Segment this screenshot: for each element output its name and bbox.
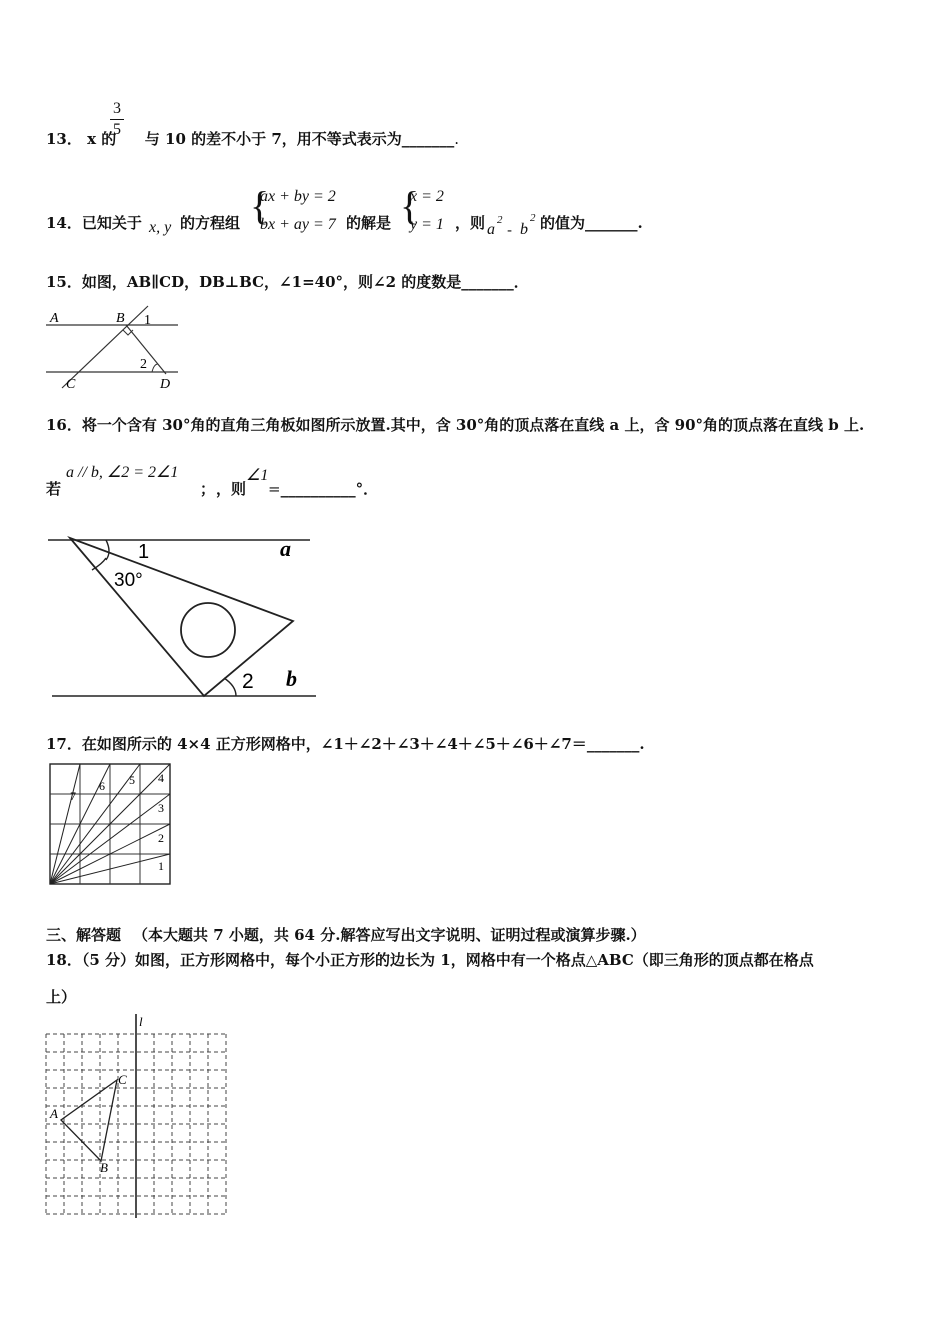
question-15 [46, 271, 529, 292]
q13-x: x [87, 130, 97, 148]
q15-figure [44, 304, 194, 394]
q15-text: 如图，AB∥CD，DB⊥BC，∠1=40°，则∠2 的度数是 [81, 273, 462, 291]
q16-figure [46, 528, 326, 708]
q18-label-a: A [50, 1106, 58, 1121]
q18-triangle-abc [61, 1080, 117, 1161]
q15-blank: _______ [461, 273, 514, 291]
q15-line-bc [62, 306, 148, 388]
q14-mid: 的方程组 [180, 214, 241, 232]
q14-solution-brace: { [400, 183, 420, 228]
q17-label-6: 6 [99, 779, 105, 793]
q18-label-c: C [118, 1072, 127, 1087]
q14-expr-a: a [487, 221, 495, 238]
q15-end: ． [513, 273, 529, 291]
q16-if: 若 [46, 480, 62, 498]
q14-sol2: y = 1 [410, 216, 444, 233]
q16-triangle-hole [181, 603, 235, 657]
q17-grid-figure [48, 762, 174, 888]
q14-sol-text: 的解是 [346, 214, 392, 232]
q16-label-b: b [286, 666, 297, 691]
q13-frac-num: 3 [113, 100, 121, 117]
q16-text: 将一个含有 30°角的直角三角板如图所示放置.其中，含 30°角的顶点落在直线 a 上，含 90°角的顶点落在直线 b 上. [81, 416, 865, 434]
q13-fraction [110, 100, 124, 139]
q18-label-l: l [139, 1014, 143, 1029]
q14-vars: x, y [149, 219, 172, 236]
q18-label-b: B [100, 1160, 108, 1175]
q18-number: 18． [46, 951, 82, 969]
q17-label-4: 4 [158, 771, 164, 785]
q13-end: . [454, 130, 460, 148]
section-3-desc: （本大题共 7 小题，共 64 分.解答应写出文字说明、证明过程或演算步骤.） [133, 926, 646, 944]
q15-label-b: B [116, 311, 125, 326]
q16-label-a: a [280, 536, 291, 561]
q14-post [540, 212, 643, 233]
question-13 [46, 128, 459, 149]
q15-label-1: 1 [144, 313, 151, 328]
q18-text-line-2: 上） [46, 988, 77, 1006]
q14-minus: - [507, 221, 513, 239]
q16-number: 16． [46, 416, 82, 434]
q16-angle-2-arc [224, 678, 236, 696]
q15-label-d: D [160, 377, 171, 392]
q17-label-2: 2 [158, 831, 164, 845]
q13-frac-den: 5 [113, 121, 121, 138]
q14-post-text: 的值为 [540, 214, 586, 232]
question-17 [46, 733, 645, 754]
q14-eq1: ax + by = 2 [260, 188, 336, 205]
q14-then: ，则 [455, 214, 486, 232]
question-18 [46, 949, 814, 970]
q17-label-1: 1 [158, 859, 164, 873]
q14-sup-b: 2 [530, 212, 536, 224]
q14-pre: 已知关于 [81, 214, 142, 232]
question-14 [46, 212, 142, 233]
q17-blank: _______ [586, 735, 640, 753]
q15-label-a: A [50, 311, 59, 326]
q17-text: 在如图所示的 4×4 正方形网格中，∠1＋∠2＋∠3＋∠4＋∠5＋∠6＋∠7＝ [81, 735, 587, 753]
q14-end: . [637, 214, 643, 232]
q16-angle-30-arc [92, 558, 106, 570]
q14-eq2: bx + ay = 7 [260, 216, 336, 233]
q15-label-2: 2 [140, 357, 147, 372]
q13-de: 的 [101, 130, 117, 148]
q16-label-30: 30° [114, 570, 143, 591]
q16-semi: ； [200, 480, 216, 498]
q17-label-7: 7 [70, 789, 76, 803]
q18-text: （5 分）如图，正方形网格中，每个小正方形的边长为 1，网格中有一个格点△ABC（即三角形的顶点都在格点 [81, 951, 814, 969]
q13-text: 与 10 的差不小于 7，用不等式表示为 [144, 130, 402, 148]
q16-angle: ∠1 [246, 467, 269, 484]
question-16 [46, 414, 864, 435]
q13-frac-bar [110, 119, 124, 120]
q16-label-2: 2 [242, 670, 254, 693]
q15-number: 15． [46, 273, 82, 291]
q16-angle-1-arc [106, 540, 109, 560]
q14-expr-b: b [520, 221, 528, 238]
q16-end: °． [355, 480, 379, 498]
section-3-title: 三、解答题 [46, 926, 122, 944]
q16-condition: a // b, ∠2 = 2∠1 [66, 464, 179, 481]
q17-label-3: 3 [158, 801, 164, 815]
q14-blank: _______ [585, 214, 638, 232]
q16-label-1: 1 [138, 541, 150, 563]
q16-then: ，则 [216, 480, 247, 498]
q17-number: 17． [46, 735, 82, 753]
q14-number: 14． [46, 214, 82, 232]
q16-answer [268, 478, 378, 499]
q14-sol1: x = 2 [410, 188, 444, 205]
q13-blank: _______ [401, 130, 455, 148]
q13-number: 13． [46, 130, 82, 148]
q16-blank: __________ [280, 480, 356, 498]
q17-label-5: 5 [129, 773, 135, 787]
q15-label-c: C [66, 377, 76, 392]
q14-sup-a: 2 [497, 214, 503, 226]
q16-eq: = [268, 480, 281, 498]
q18-grid-figure [42, 1012, 228, 1218]
q15-angle-2-arc [152, 364, 158, 372]
q17-end: . [639, 735, 645, 753]
section-3-heading [46, 924, 646, 945]
q14-system-brace: { [250, 183, 270, 228]
